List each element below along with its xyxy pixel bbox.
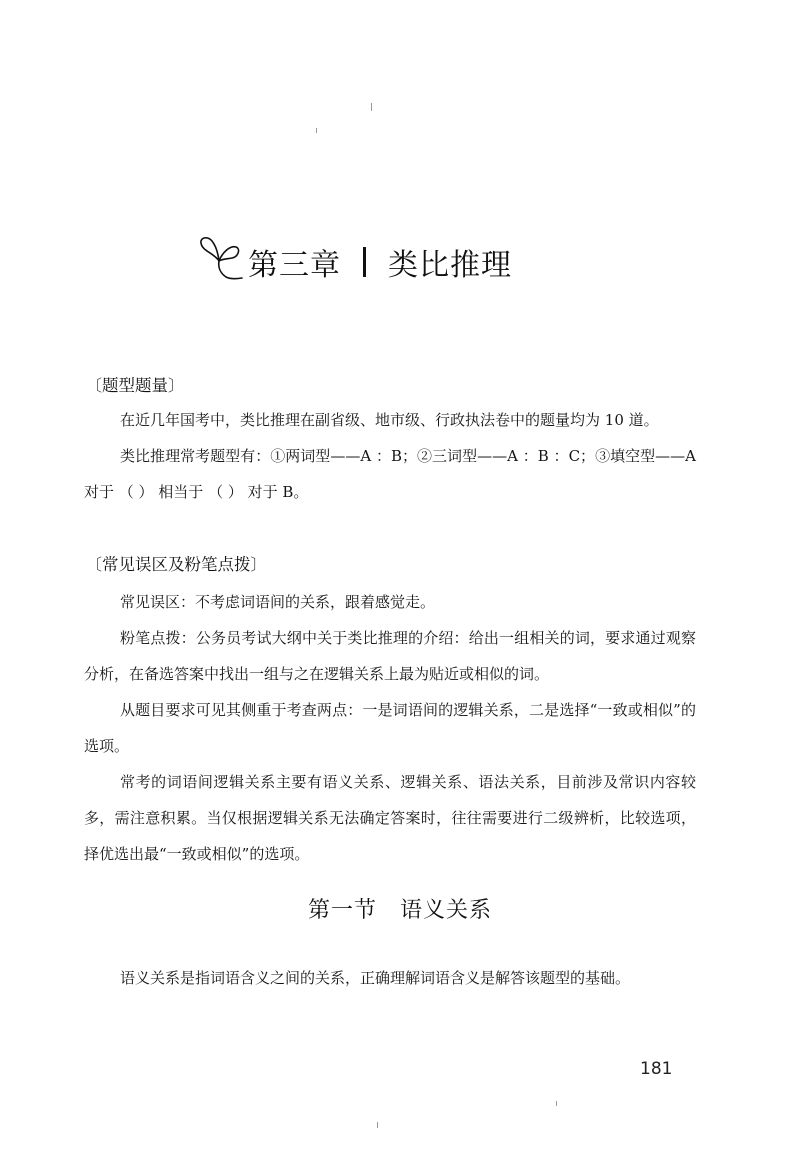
bracket-open: 〔 [86,376,103,395]
paragraph: 类比推理常考题型有：①两词型——A ：B；②三词型——A ：B ：C；③填空型——A 对于 （ ） 相当于 （ ） 对于 B。 [84,447,696,501]
section-label-misconceptions [86,551,267,575]
section-heading: 第一节 语义关系 [307,898,492,923]
chapter-title [248,240,512,284]
paragraph: 常考的词语间逻辑关系主要有语义关系、逻辑关系、语法关系，目前涉及常识内容较多，需注意积累。当仅根据逻辑关系无法确定答案时，往往需要进行二级辨析，比较选项，择优选出最“一致或相似”的选项。 [84,773,696,863]
scan-speck [556,1101,557,1106]
section-label-text: 常见误区及粉笔点拨 [102,555,251,574]
chapter-name: 类比推理 [388,248,512,283]
scan-speck [371,103,372,111]
chapter-number: 第三章 [248,248,341,283]
page-number: 181 [640,1059,673,1079]
paragraph: 常见误区：不考虑词语间的关系，跟着感觉走。 [120,593,436,611]
scan-speck [377,1122,378,1128]
title-divider [363,247,366,277]
section-label-question-types [86,372,184,396]
paragraph: 在近几年国考中，类比推理在副省级、地市级、行政执法卷中的题量均为 10 道。 [120,411,659,429]
paragraph: 粉笔点拨：公务员考试大纲中关于类比推理的介绍：给出一组相关的词，要求通过观察分析，在备选答案中找出一组与之在逻辑关系上最为贴近或相似的词。 [84,629,696,683]
section-label-text: 题型题量 [102,376,169,395]
sprout-icon [196,231,246,283]
scan-speck [316,128,317,133]
bracket-close: 〕 [250,555,267,574]
paragraph: 从题目要求可见其侧重于考查两点：一是词语间的逻辑关系，二是选择“一致或相似”的选项。 [84,701,696,755]
bracket-open: 〔 [86,555,103,574]
chapter-header [196,232,512,292]
paragraph: 语义关系是指词语含义之间的关系，正确理解词语含义是解答该题型的基础。 [120,969,631,987]
bracket-close: 〕 [168,376,185,395]
